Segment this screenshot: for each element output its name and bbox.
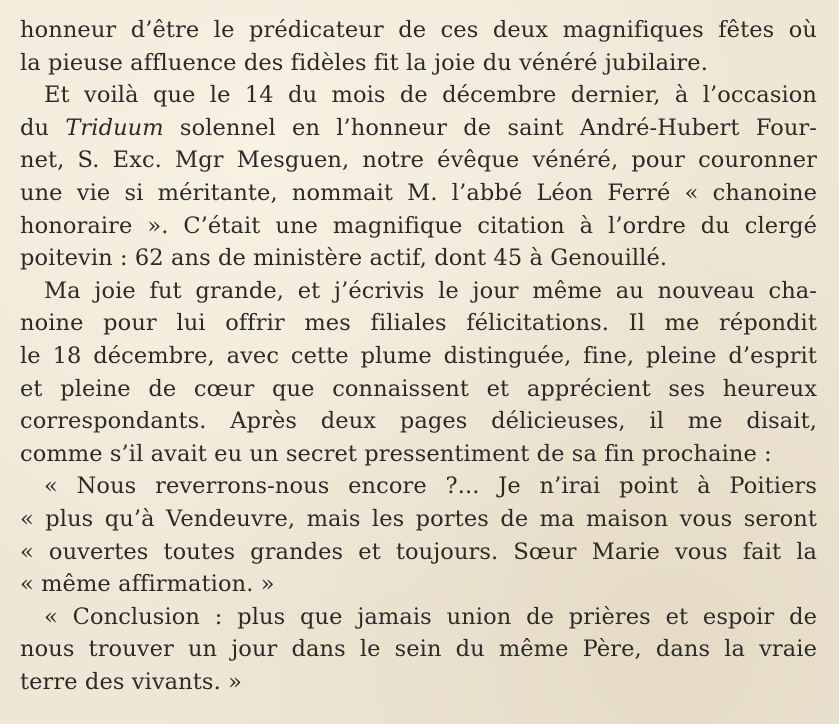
text-line: « même affirmation. »: [20, 571, 275, 598]
text-line: noine pour lui offrir mes filiales félicitations. Il me répondit: [20, 310, 817, 337]
text-line: et pleine de cœur que connaissent et apprécient ses heureux: [20, 375, 817, 402]
text-line: nous trouver un jour dans le sein du même Père, dans la vraie: [20, 636, 817, 663]
paragraph-1: [20, 14, 817, 79]
text-line: une vie si méritante, nommait M. l’abbé Léon Ferré « chanoine: [20, 179, 817, 206]
text-line: poitevin : 62 ans de ministère actif, dont 45 à Genouillé.: [20, 245, 668, 272]
paragraph-3: [20, 275, 817, 471]
text-line: honneur d’être le prédicateur de ces deux magnifiques fêtes où: [20, 17, 817, 43]
paragraph-4-quote: [20, 470, 817, 600]
paragraph-2: [20, 79, 817, 275]
text-line: le 18 décembre, avec cette plume distinguée, fine, pleine d’esprit: [20, 342, 817, 369]
text-line: la pieuse affluence des fidèles fit la joie du vénéré jubilaire.: [20, 49, 708, 76]
text-line: Ma joie fut grande, et j’écrivis le jour même au nouveau cha-: [44, 277, 817, 304]
text-line: correspondants. Après deux pages délicieuses, il me disait,: [20, 408, 817, 435]
text-line-with-italic: du Triduum solennel en l’honneur de saint André-Hubert Four-: [20, 114, 817, 141]
text-line: terre des vivants. »: [20, 668, 242, 695]
paragraph-5-quote: [20, 601, 817, 699]
text-line: « Conclusion : plus que jamais union de prières et espoir de: [44, 603, 817, 630]
text-line: « plus qu’à Vendeuvre, mais les portes de ma maison vous seront: [20, 505, 817, 532]
text-line: « Nous reverrons-nous encore ?... Je n’irai point à Poitiers: [44, 473, 817, 500]
text-line: Et voilà que le 14 du mois de décembre dernier, à l’occasion: [44, 82, 817, 109]
text-line: net, S. Exc. Mgr Mesguen, notre évêque vénéré, pour couronner: [20, 147, 817, 174]
text-line: honoraire ». C’était une magnifique citation à l’ordre du clergé: [20, 212, 817, 239]
text-line: « ouvertes toutes grandes et toujours. Sœur Marie vous fait la: [20, 538, 817, 565]
italic-word: Triduum: [65, 114, 164, 141]
text-line: comme s’il avait eu un secret pressentiment de sa fin prochaine :: [20, 440, 772, 467]
